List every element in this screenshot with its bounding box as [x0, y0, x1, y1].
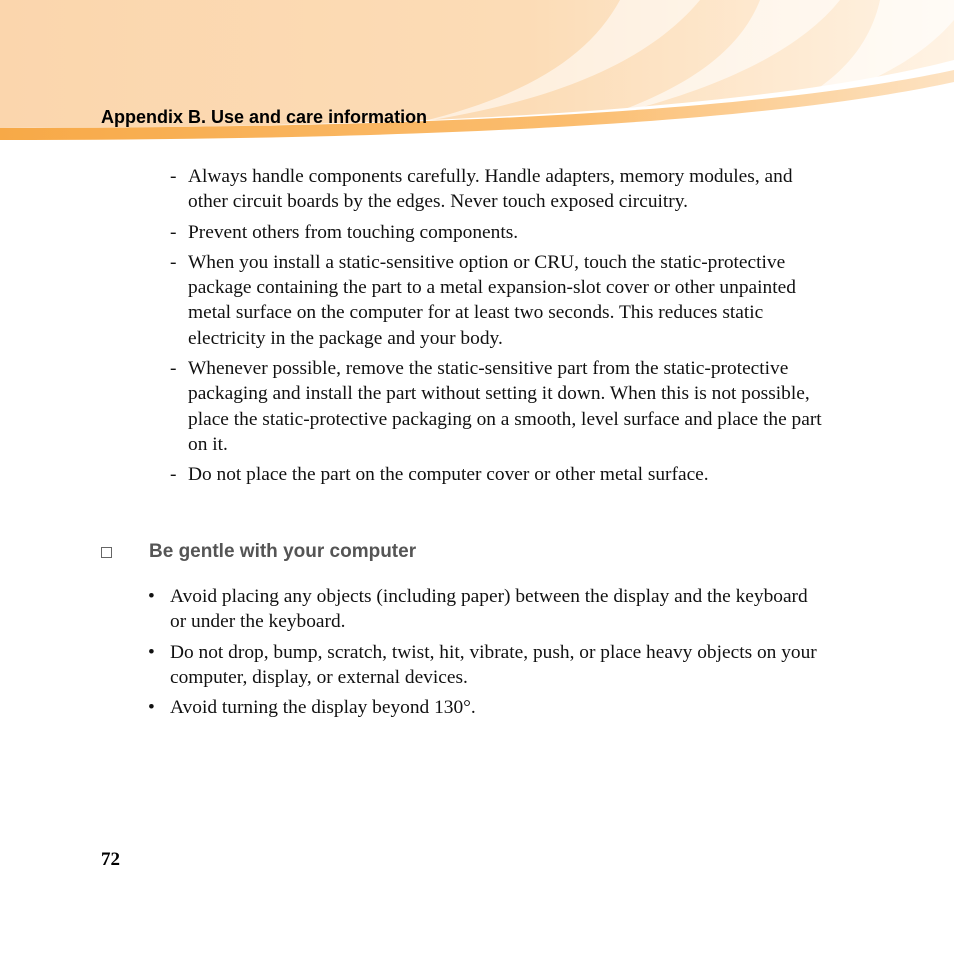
dash-marker: - — [170, 358, 177, 380]
list-item — [168, 250, 828, 351]
list-item — [146, 640, 826, 691]
dash-marker: - — [170, 221, 177, 243]
list-item-text: Avoid turning the display beyond 130°. — [170, 697, 476, 719]
list-item-text: Do not place the part on the computer cover or other metal surface. — [188, 464, 709, 486]
bullet-marker: • — [148, 586, 155, 607]
list-item — [146, 584, 826, 635]
running-header-title: Appendix B. Use and care information — [101, 107, 428, 127]
list-item — [168, 220, 828, 245]
dash-marker: - — [170, 251, 177, 273]
dash-marker: - — [170, 166, 177, 187]
square-bullet-icon — [101, 547, 112, 558]
list-item-text: Prevent others from touching components. — [188, 221, 519, 243]
static-precautions-list — [168, 164, 828, 493]
list-item-text: Do not drop, bump, scratch, twist, hit, vibrate, push, or place heavy objects on your computer, display, or external devices. — [170, 641, 817, 688]
list-item — [168, 462, 828, 487]
list-item-text: When you install a static-sensitive option or CRU, touch the static-protective package containing the part to a metal expansion-slot cover or other unpainted metal surface on the computer for at least two seconds. This reduces static electricity in the package and your body. — [188, 251, 796, 349]
bullet-marker: • — [148, 697, 155, 719]
bullet-marker: • — [148, 641, 155, 663]
list-item-text: Whenever possible, remove the static-sensitive part from the static-protective packaging and install the part without setting it down. When this is not possible, place the static-protective packaging on a smooth, level surface and place the part on it. — [188, 358, 822, 455]
list-item — [146, 695, 826, 720]
page-number: 72 — [101, 849, 120, 870]
list-item-text: Always handle components carefully. Handle adapters, memory modules, and other circuit boards by the edges. Never touch exposed circuitry. — [188, 166, 793, 213]
list-item — [168, 164, 828, 215]
list-item-text: Avoid placing any objects (including paper) between the display and the keyboard or under the keyboard. — [170, 586, 808, 633]
gentle-handling-list — [146, 584, 826, 725]
section-heading-text: Be gentle with your computer — [149, 541, 417, 562]
list-item — [168, 356, 828, 457]
dash-marker: - — [170, 464, 177, 486]
